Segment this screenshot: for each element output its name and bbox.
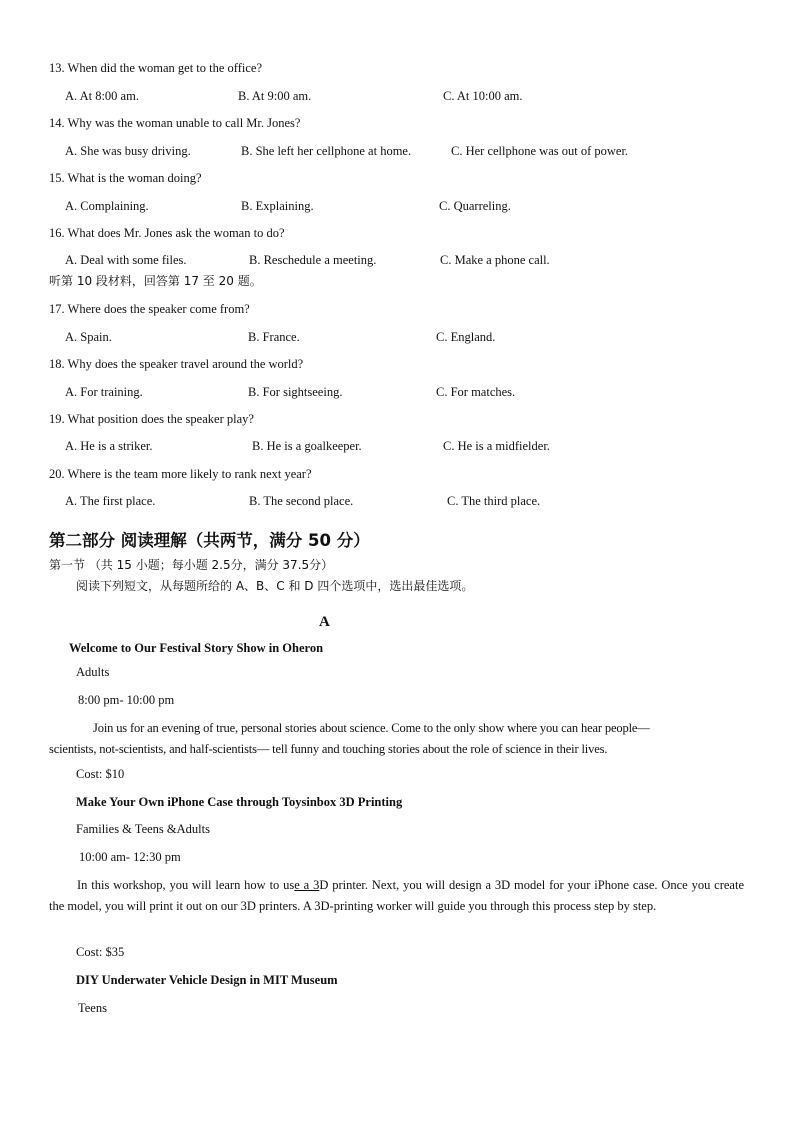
question-13: 13. When did the woman get to the office? [49,61,263,75]
q14-option-a: A. She was busy driving. [65,144,191,158]
event-1-description-line1: Join us for an evening of true, personal stories about science. Come to the only show where you can hear people— [93,721,650,735]
event-2-description-start: In this workshop, you will learn how to us [77,878,295,892]
q15-option-c: C. Quarreling. [439,199,511,213]
q19-option-a: A. He is a striker. [65,439,153,453]
event-1-cost: Cost: $10 [76,767,125,781]
question-18: 18. Why does the speaker travel around the world? [49,357,304,371]
question-20: 20. Where is the team more likely to rank next year? [49,467,312,481]
event-2-time: 10:00 am- 12:30 pm [79,850,181,864]
q17-option-b: B. France. [248,330,300,344]
q18-option-b: B. For sightseeing. [248,385,343,399]
q13-option-a: A. At 8:00 am. [65,89,139,103]
q14-option-b: B. She left her cellphone at home. [241,144,412,158]
q13-option-b: B. At 9:00 am. [238,89,312,103]
event-2-description [49,875,744,917]
q16-option-c: C. Make a phone call. [440,253,550,267]
q17-option-a: A. Spain. [65,330,112,344]
question-16: 16. What does Mr. Jones ask the woman to do? [49,226,285,240]
event-1-title: Welcome to Our Festival Story Show in Oheron [69,641,324,655]
q14-option-c: C. Her cellphone was out of power. [451,144,629,158]
reading-instruction: 阅读下列短文，从每题所给的 A、B、C 和 D 四个选项中，选出最佳选项。 [76,579,474,593]
event-2-description-underlined: e a 3 [294,878,320,892]
event-1-time: 8:00 pm- 10:00 pm [78,693,175,707]
q20-option-c: C. The third place. [447,494,541,508]
q15-option-a: A. Complaining. [65,199,149,213]
q20-option-b: B. The second place. [249,494,354,508]
q19-option-b: B. He is a goalkeeper. [252,439,362,453]
q15-option-b: B. Explaining. [241,199,314,213]
event-1-description-line2: scientists, not-scientists, and half-scientists— tell funny and touching stories about the role of science in their lives. [49,742,608,756]
event-2-title: Make Your Own iPhone Case through Toysinbox 3D Printing [76,795,403,809]
passage-letter: A [319,614,330,630]
event-2-cost: Cost: $35 [76,945,125,959]
question-15: 15. What is the woman doing? [49,171,202,185]
event-2-description-end: D printer. Next, you will design a 3D model for your iPhone case. Once you create the model, you will print it out on our 3D printers. A 3D-printing worker will guide you through this process step by step. [49,878,744,913]
event-1-audience: Adults [76,665,110,679]
question-17: 17. Where does the speaker come from? [49,302,250,316]
q18-option-c: C. For matches. [436,385,516,399]
material-10-instruction: 听第 10 段材料，回答第 17 至 20 题。 [49,274,262,288]
q16-option-b: B. Reschedule a meeting. [249,253,377,267]
question-19: 19. What position does the speaker play? [49,412,254,426]
section1-heading: 第一节 （共 15 小题；每小题 2.5分，满分 37.5分） [49,558,334,572]
q19-option-c: C. He is a midfielder. [443,439,550,453]
event-3-audience: Teens [78,1001,107,1015]
q13-option-c: C. At 10:00 am. [443,89,523,103]
q18-option-a: A. For training. [65,385,143,399]
question-14: 14. Why was the woman unable to call Mr. Jones? [49,116,301,130]
q20-option-a: A. The first place. [65,494,156,508]
event-2-audience: Families & Teens &Adults [76,822,210,836]
event-3-title: DIY Underwater Vehicle Design in MIT Museum [76,973,338,987]
part2-title: 第二部分 阅读理解（共两节，满分 50 分） [49,531,370,550]
q16-option-a: A. Deal with some files. [65,253,187,267]
q17-option-c: C. England. [436,330,496,344]
